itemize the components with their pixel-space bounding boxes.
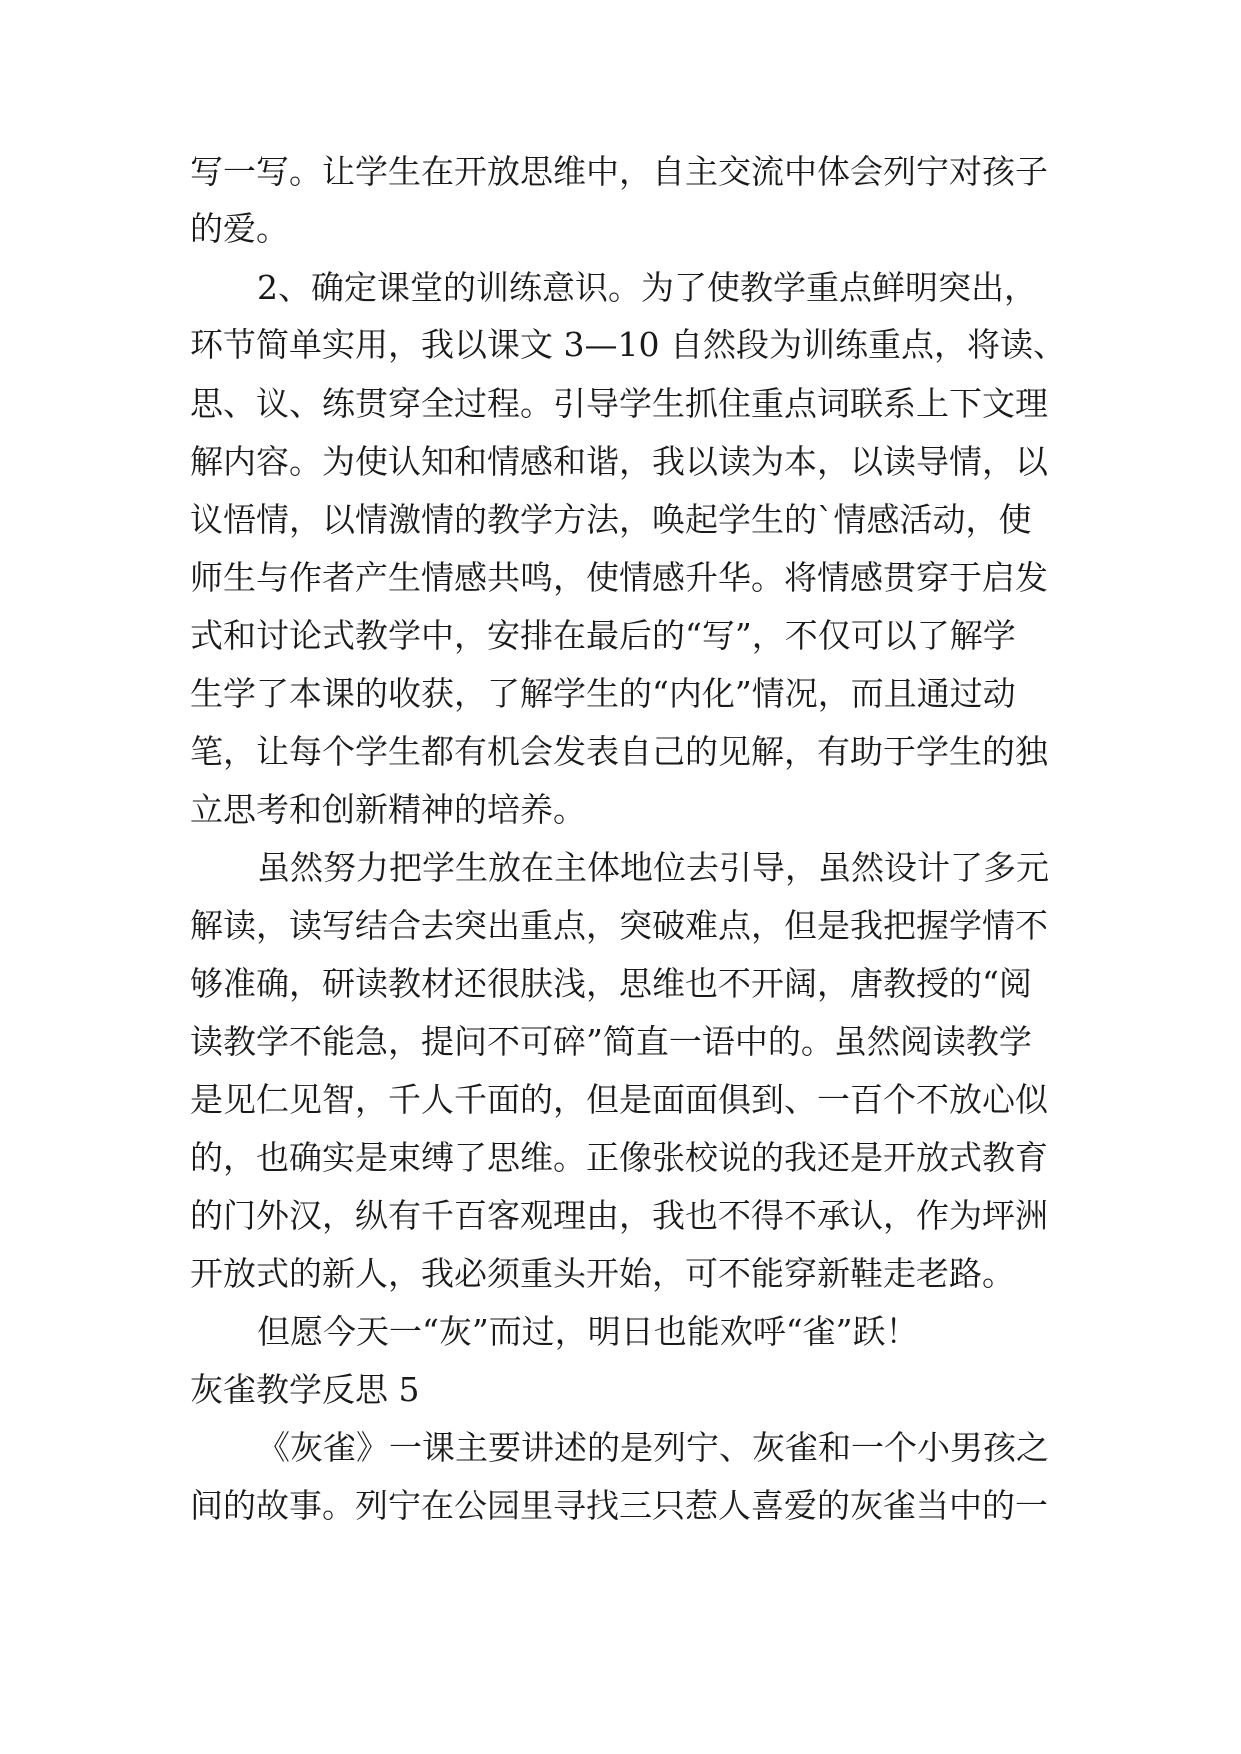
text-line-21: 但愿今天一“灰”而过，明日也能欢呼“雀”跃！ [257,1312,919,1351]
text-line-19: 的门外汉，纵有千百客观理由，我也不得不承认，作为坪洲 [190,1196,1048,1235]
text-line-18: 的，也确实是束缚了思维。正像张校说的我还是开放式教育 [190,1138,1048,1177]
text-line-15: 够准确，研读教材还很肤浅，思维也不开阔，唐教授的“阅 [190,964,1032,1003]
text-line-6: 解内容。为使认知和情感和谐，我以读为本，以读导情，以 [190,442,1048,481]
text-line-2: 的爱。 [190,209,289,248]
text-line-3: 2、确定课堂的训练意识。为了使教学重点鲜明突出， [257,268,1037,307]
text-line-8: 师生与作者产生情感共鸣，使情感升华。将情感贯穿于启发 [190,558,1048,597]
text-line-17: 是见仁见智，千人千面的，但是面面俱到、一百个不放心似 [190,1080,1048,1119]
text-line-10: 生学了本课的收获，了解学生的“内化”情况，而且通过动 [190,674,1016,713]
text-line-12: 立思考和创新精神的培养。 [190,790,586,829]
section-heading: 灰雀教学反思 5 [190,1370,420,1409]
text-line-7: 议悟情，以情激情的教学方法，唤起学生的`情感活动，使 [190,500,1032,539]
text-line-11: 笔，让每个学生都有机会发表自己的见解，有助于学生的独 [190,732,1048,771]
text-line-5: 思、议、练贯穿全过程。引导学生抓住重点词联系上下文理 [190,384,1048,423]
text-line-16: 读教学不能急，提问不可碎”简直一语中的。虽然阅读教学 [190,1022,1032,1061]
text-line-14: 解读，读写结合去突出重点，突破难点，但是我把握学情不 [190,906,1048,945]
text-line-23: 《灰雀》一课主要讲述的是列宁、灰雀和一个小男孩之 [257,1428,1049,1467]
text-line-24: 间的故事。列宁在公园里寻找三只惹人喜爱的灰雀当中的一 [190,1486,1048,1525]
text-line-4: 环节简单实用，我以课文 3—10 自然段为训练重点，将读、 [190,325,1066,364]
text-line-13: 虽然努力把学生放在主体地位去引导，虽然设计了多元 [257,848,1049,887]
text-line-20: 开放式的新人，我必须重头开始，可不能穿新鞋走老路。 [190,1254,1015,1293]
text-line-9: 式和讨论式教学中，安排在最后的“写”，不仅可以了解学 [190,616,1016,655]
text-line-1: 写一写。让学生在开放思维中，自主交流中体会列宁对孩子 [190,152,1048,191]
